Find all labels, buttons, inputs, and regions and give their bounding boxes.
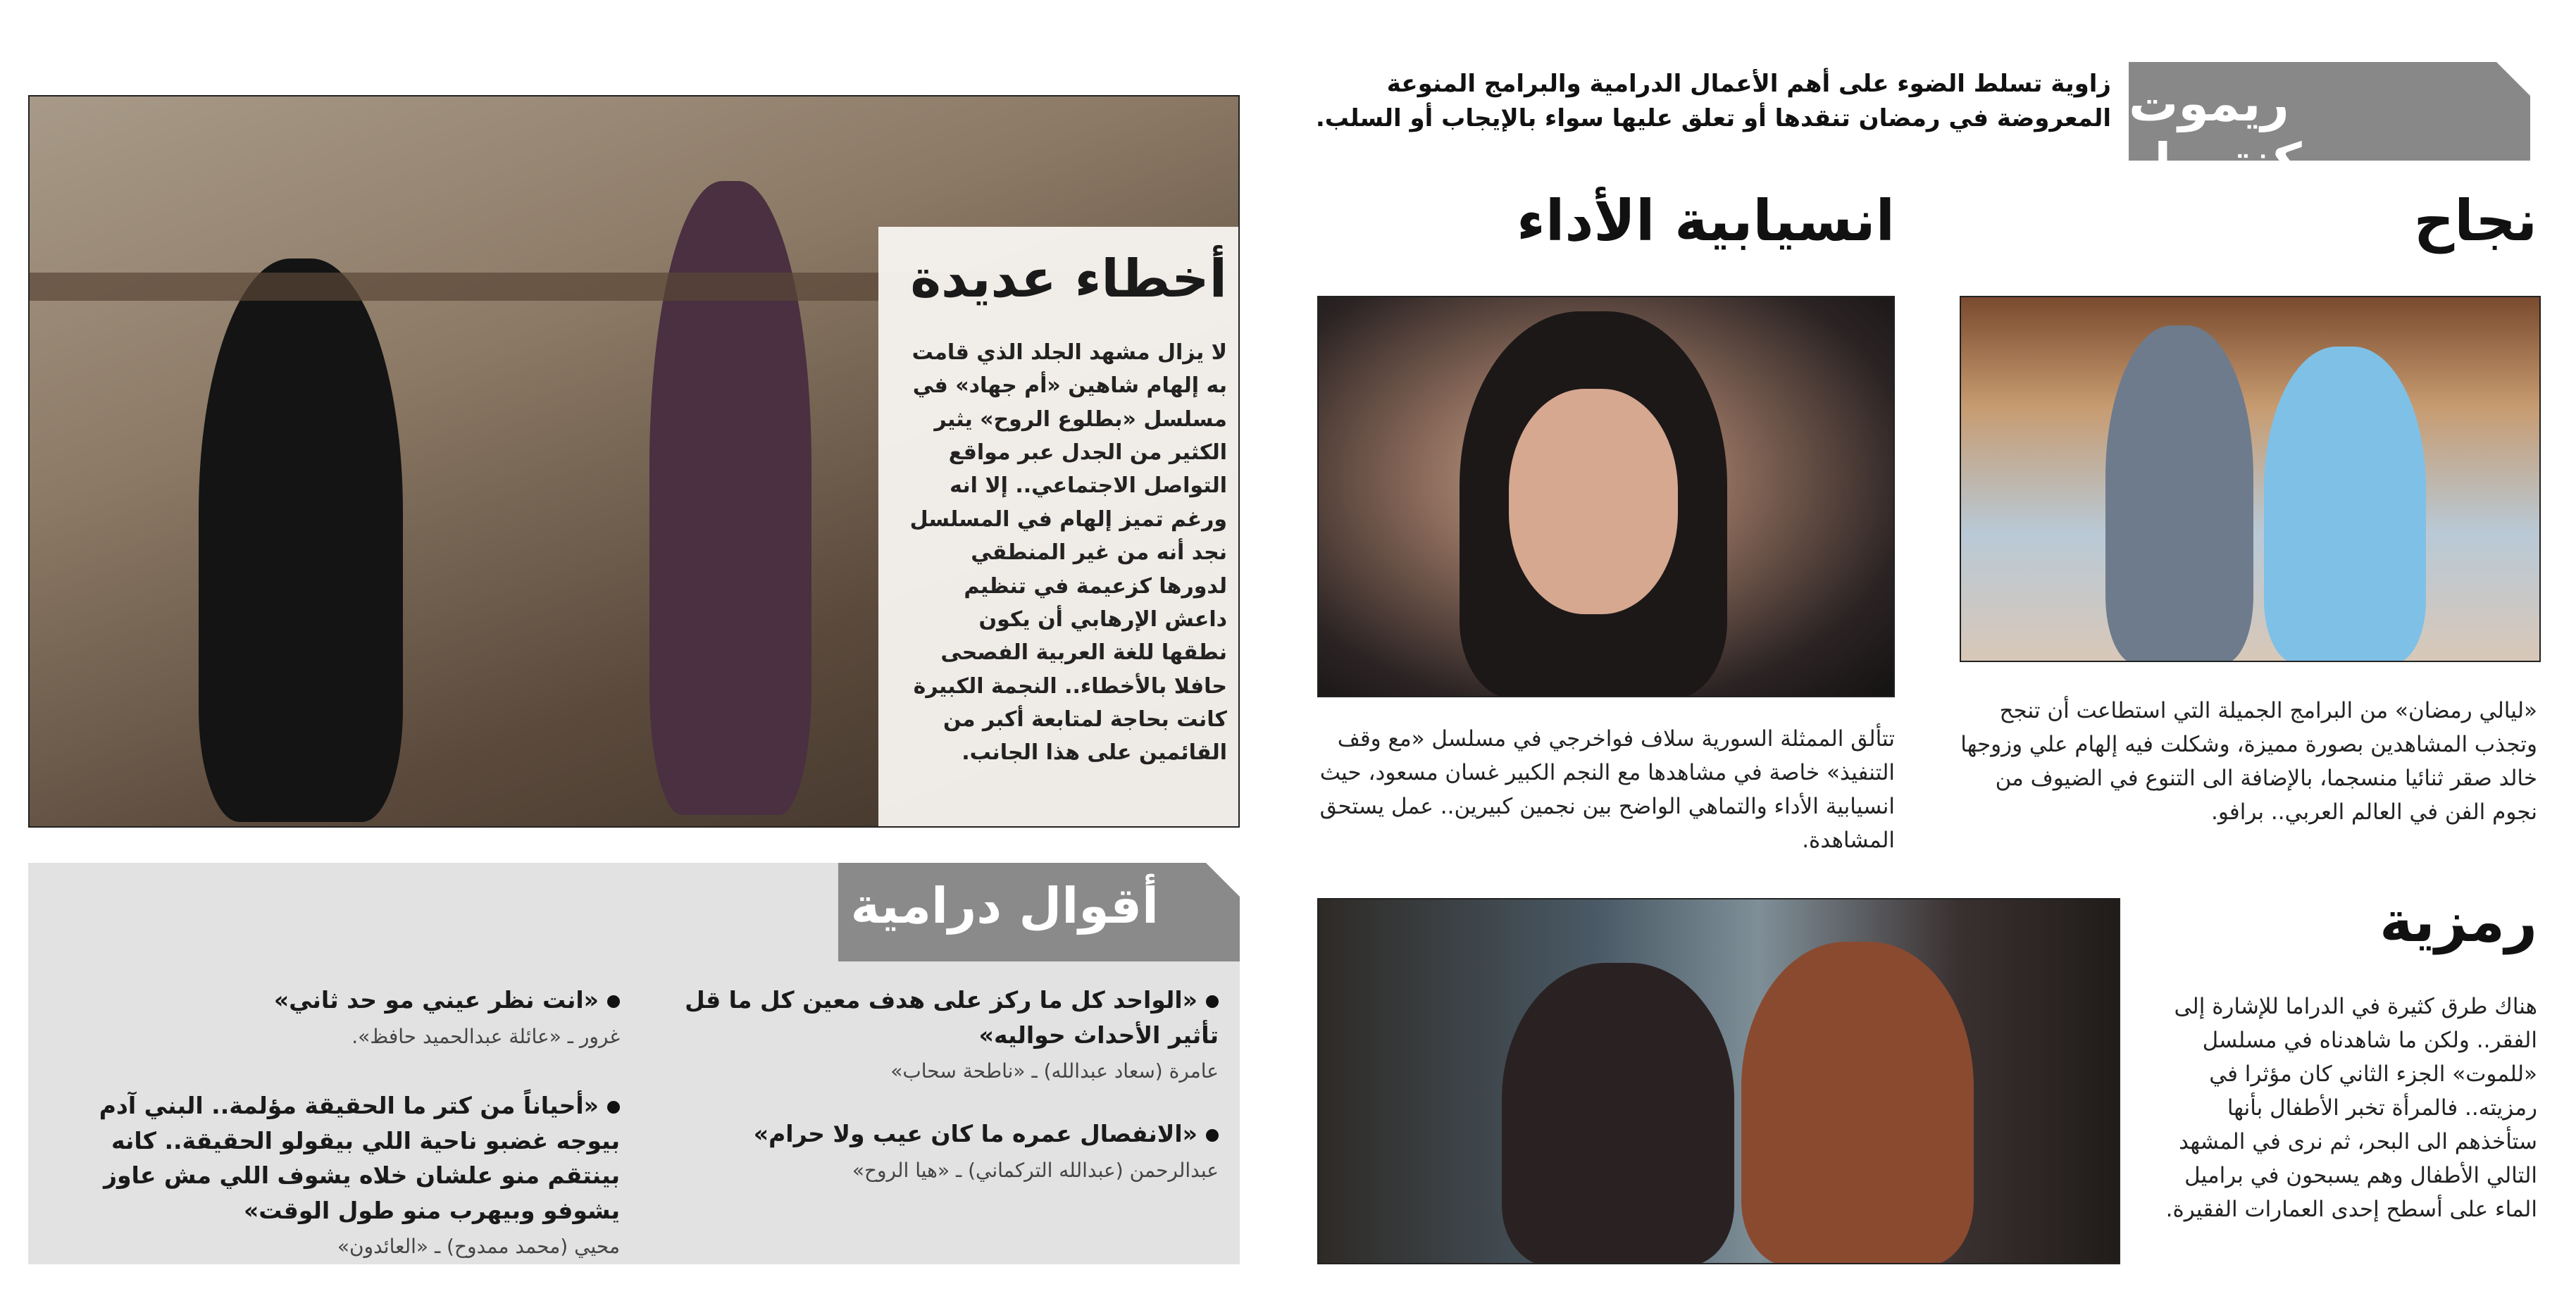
section-body-insiyabiya: تتألق الممثلة السورية سلاف فواخرجي في مسلسل «مع وقف التنفيذ» خاصة في مشاهدها مع النجم الكبير غسان مسعود، حيث انسيابية الأداء والتماهي الواضح بين نجمين كبيرين.. عمل يستحق المشاهدة. — [1319, 726, 1895, 854]
quote-text: «أحياناً من كتر ما الحقيقة مؤلمة.. البني آدم بيوجه غضبو ناحية اللي بيقولو الحقيقة.. كانه بينتقم منو علشان خلاه يشوف اللي مش عاوز يشوفو وبيهرب منو طول الوقت» — [99, 1092, 620, 1224]
article-overlay-box — [878, 227, 1240, 828]
figure-woman-in-black — [199, 259, 403, 822]
figure-actress-right — [1741, 942, 1974, 1264]
quote-source: عامرة (سعاد عبدالله) ـ «ناطحة سحاب» — [890, 1059, 1219, 1083]
column-header-tab — [2129, 62, 2530, 190]
column-description: زاوية تسلط الضوء على أهم الأعمال الدرامية والبرامج المنوعة المعروضة في رمضان تنقدها أو تعلق عليها سواء بالإيجاب أو السلب. — [1315, 70, 2111, 133]
quote-source: عبدالرحمن (عبدالله التركماني) ـ «هيا الروح» — [852, 1158, 1219, 1182]
photo-flogging-scene — [28, 95, 1240, 828]
section-body-ramziya: هناك طرق كثيرة في الدراما للإشارة إلى الفقر.. ولكن ما شاهدناه في مسلسل «للموت» الجزء الثاني كان مؤثرا في رمزيته.. فالمرأة تخبر الأطفال بأنها ستأخذهم الى البحر، ثم نرى في المشهد التالي الأطفال وهم يسبحون في براميل الماء على أسطح إحدى العمارات الفقيرة. — [2165, 994, 2537, 1223]
quote-item — [49, 983, 620, 1052]
bullet-icon — [1206, 995, 1219, 1008]
quote-item — [49, 1088, 620, 1262]
section-body-akhtaa: لا يزال مشهد الجلد الذي قامت به إلهام شاهين «أم جهاد» في مسلسل «بطلوع الروح» يثير الكثير من الجدل عبر مواقع التواصل الاجتماعي.. إلا انه ورغم تميز إلهام في المسلسل نجد أنه من غير المنطقي لدورها كزعيمة في تنظيم داعش الإرهابي أن يكون نطقها للغة العربية الفصحى حافلا بالأخطاء.. النجمة الكبيرة كانت بحاجة لمتابعة أكبر من القائمين على هذا الجانب. — [909, 340, 1227, 766]
section-body-najah: «ليالي رمضان» من البرامج الجميلة التي استطاعت أن تنجح وتجذب المشاهدين بصورة مميزة، وشكلت فيه إلهام علي وزوجها خالد صقر ثنائيا منسجما، بالإضافة الى التنوع في الضيوف من نجوم الفن في العالم العربي.. برافو. — [1960, 698, 2537, 826]
tab-fold-corner — [1206, 863, 1240, 897]
tab-fold-corner — [2496, 62, 2530, 96]
figure-actress-face — [1509, 389, 1678, 614]
quote-text: «الانفصال عمره ما كان عيب ولا حرام» — [753, 1120, 1197, 1147]
quote-item — [648, 983, 1219, 1086]
figure-actress-left — [1502, 963, 1734, 1264]
quote-source: غرور ـ «عائلة عبدالحميد حافظ». — [351, 1024, 620, 1048]
section-title-akhtaa: أخطاء عديدة — [910, 249, 1227, 309]
quotes-tab-label: أقوال درامية — [850, 877, 1159, 935]
photo-lilmawt-poster — [1317, 898, 2120, 1264]
quote-item — [648, 1116, 1219, 1185]
section-title-ramziya: رمزية — [2379, 889, 2537, 954]
section-title-najah: نجاح — [2413, 188, 2537, 254]
column-title: ريموت كنترول — [2129, 75, 2302, 190]
bullet-icon — [607, 995, 620, 1008]
bullet-icon — [1206, 1129, 1219, 1142]
section-title-insiyabiya: انسيابية الأداء — [1517, 188, 1895, 254]
quote-text: «الواحد كل ما ركز على هدف معين كل ما قل تأثير الأحداث حواليه» — [685, 986, 1219, 1049]
figure-woman-blue-dress — [2264, 347, 2426, 662]
photo-sulaf-fawakherji — [1317, 296, 1895, 697]
photo-layali-ramadan-hosts — [1960, 296, 2541, 662]
bullet-icon — [607, 1101, 620, 1114]
figure-man — [2105, 325, 2253, 662]
quote-source: محيي (محمد ممدوح) ـ «العائدون» — [337, 1235, 620, 1258]
quotes-tab — [838, 863, 1240, 961]
quote-text: «انت نظر عيني مو حد ثاني» — [273, 986, 599, 1014]
